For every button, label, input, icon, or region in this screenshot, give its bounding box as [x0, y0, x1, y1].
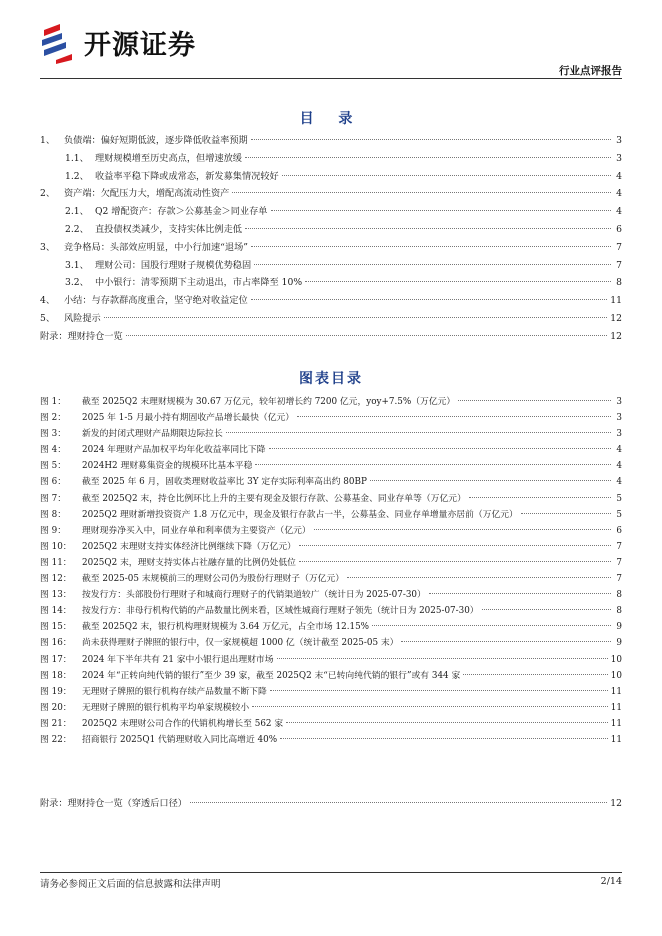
figure-entry-page: 11 — [610, 702, 622, 713]
figure-entry-text: 截至 2025 年 6 月，固收类理财收益率比 3Y 定存实际利率高出约 80BP — [82, 477, 367, 488]
toc-entry[interactable] — [40, 257, 622, 275]
toc-entry-page: 7 — [616, 259, 622, 271]
figure-entry-number: 图 19： — [40, 686, 72, 697]
leader-dots — [297, 416, 611, 417]
figure-entry-label — [40, 652, 274, 668]
toc-entry-number: 3.2、 — [65, 277, 89, 289]
figure-entry-number: 图 12： — [40, 574, 72, 585]
figure-entry-text: 2025Q2 末，理财支持实体占社融存量的比例仍处低位 — [82, 557, 296, 568]
toc-entry-text: 附录：理财持仓一览 — [40, 330, 123, 342]
toc-entry-text: 资产端：欠配压力大，增配高流动性资产 — [64, 188, 230, 200]
figure-entry[interactable] — [40, 426, 622, 442]
figure-entry-text: 2024 年下半年共有 21 家中小银行退出理财市场 — [82, 654, 274, 665]
leader-dots — [251, 139, 611, 140]
figures-title: 图表目录 — [299, 371, 363, 387]
leader-dots — [251, 246, 611, 247]
toc-entry-text: 理财公司：国股行理财子规模优势稳固 — [95, 259, 252, 271]
figure-entry-number: 图 7： — [40, 493, 66, 504]
figure-entry-page: 11 — [610, 718, 622, 729]
appendix-label: 附录：理财持仓一览（穿透后口径） — [40, 798, 187, 809]
figure-entry-page: 7 — [616, 557, 622, 568]
figure-entry-label — [40, 507, 518, 523]
toc-entry[interactable] — [40, 274, 622, 292]
figure-entry-page: 11 — [610, 734, 622, 745]
figure-entry-page: 5 — [616, 509, 622, 520]
figure-entry[interactable] — [40, 635, 622, 651]
toc-entry-page: 12 — [610, 312, 622, 324]
leader-dots — [271, 210, 612, 211]
toc-entry-page: 4 — [616, 206, 622, 218]
toc-entry-label — [40, 310, 101, 328]
figure-entry[interactable] — [40, 491, 622, 507]
figure-entry-text: 招商银行 2025Q1 代销理财收入同比高增近 40% — [82, 734, 278, 745]
toc-entry-page: 4 — [616, 170, 622, 182]
appendix-page: 12 — [610, 798, 622, 809]
figure-entry-label — [40, 619, 369, 635]
figure-entry-text: 2025 年 1-5 月最小持有期固收产品增长最快（亿元） — [82, 413, 295, 424]
leader-dots — [104, 317, 608, 318]
figure-entry-number: 图 20： — [40, 702, 72, 713]
leader-dots — [521, 513, 611, 514]
leader-dots — [232, 192, 611, 193]
figure-entry-page: 4 — [616, 461, 622, 472]
figure-entry-text: 2025Q2 理财新增投资资产 1.8 万亿元中，现金及银行存款占一半，公募基金、同业存单增量亦居前（万亿元） — [82, 509, 518, 520]
figure-entry-label — [40, 442, 266, 458]
report-type-label: 行业点评报告 — [559, 65, 622, 77]
figure-entry-text: 截至 2025Q2 末理财规模为 30.67 万亿元，较年初增长约 7200 亿元，yoy+7.5%（万亿元） — [82, 397, 456, 407]
figure-entry-number: 图 10： — [40, 541, 72, 552]
toc-entry-number: 1.2、 — [65, 170, 89, 182]
toc-entry[interactable] — [40, 328, 622, 346]
toc-entry-page: 12 — [610, 330, 622, 342]
figure-entry-number: 图 6： — [40, 477, 66, 488]
leader-dots — [190, 802, 607, 803]
figure-entry-page: 10 — [610, 654, 622, 665]
figure-entry-label — [40, 732, 277, 748]
figure-entry-text: 尚未获得理财子牌照的银行中，仅一家规模超 1000 亿（统计截至 2025-05 末） — [82, 638, 399, 649]
toc-entry-label — [40, 328, 123, 346]
figure-entry-label — [40, 587, 426, 603]
toc-list — [40, 132, 622, 346]
toc-entry-text: 理财规模增至历史高点，但增速放缓 — [95, 152, 242, 164]
figure-entry-page: 5 — [616, 493, 622, 504]
figure-entry-label — [40, 555, 296, 571]
figure-entry[interactable] — [40, 716, 622, 732]
toc-entry-page: 4 — [616, 188, 622, 200]
figure-entry-page: 9 — [616, 638, 622, 649]
toc-entry-text: 中小银行：清零预期下主动退出，市占率降至 10% — [95, 277, 303, 289]
figure-entry-number: 图 3： — [40, 429, 66, 440]
toc-entry-label — [65, 221, 242, 239]
toc-entry-label — [40, 292, 248, 310]
figure-entry-page: 4 — [616, 477, 622, 488]
figure-entry-label — [40, 603, 479, 619]
figure-entry-page: 6 — [616, 525, 622, 536]
toc-entry-label — [40, 239, 248, 257]
toc-entry-number: 2、 — [40, 188, 56, 200]
leader-dots — [372, 625, 611, 626]
figure-entry-label — [40, 700, 249, 716]
figure-entry[interactable] — [40, 474, 622, 490]
leader-dots — [251, 299, 608, 300]
figure-entry[interactable] — [40, 523, 622, 539]
toc-entry[interactable] — [40, 292, 622, 310]
figure-entry-number: 图 21： — [40, 718, 72, 729]
appendix-entry[interactable] — [40, 795, 622, 813]
toc-title: 目 录 — [299, 111, 363, 127]
figure-entry-label — [40, 394, 455, 410]
figure-entry-page: 3 — [616, 413, 622, 424]
figure-entry-text: 截至 2025-05 末规模前三的理财公司仍为股份行理财子（万亿元） — [82, 574, 345, 585]
figure-entry-number: 图 13： — [40, 590, 72, 601]
toc-entry[interactable] — [40, 221, 622, 239]
toc-entry[interactable] — [40, 203, 622, 221]
toc-entry-text: 竞争格局：头部效应明显，中小行加速“退场” — [64, 241, 248, 253]
toc-entry-number: 1.1、 — [65, 152, 89, 164]
leader-dots — [252, 706, 608, 707]
leader-dots — [282, 175, 611, 176]
figure-entry-label — [40, 716, 283, 732]
toc-entry-label — [40, 132, 248, 150]
figure-entry-text: 2024 年“正转向纯代销的银行”至少 39 家，截至 2025Q2 末“已转向纯代销的银行”或有 344 家 — [82, 670, 461, 681]
toc-entry-label — [65, 274, 302, 292]
toc-entry[interactable] — [40, 168, 622, 186]
leader-dots — [370, 480, 611, 481]
figure-entry-page: 4 — [616, 445, 622, 456]
figure-entry-number: 图 11： — [40, 557, 72, 568]
figure-entry[interactable] — [40, 619, 622, 635]
toc-entry-page: 3 — [616, 135, 622, 146]
figure-entry[interactable] — [40, 571, 622, 587]
logo-mark-icon — [40, 20, 76, 64]
toc-entry-number: 5、 — [40, 312, 56, 324]
figure-entry-text: 无理财子牌照的银行机构存续产品数量不断下降 — [82, 686, 267, 697]
figure-entry-number: 图 18： — [40, 670, 72, 681]
figure-entry-label — [40, 426, 223, 442]
figure-entry-label — [40, 539, 296, 555]
figure-entry-label — [40, 571, 344, 587]
toc-entry-label — [40, 185, 229, 203]
figure-entry-label — [40, 491, 466, 507]
toc-entry-page: 11 — [610, 295, 622, 307]
figure-entry-text: 2025Q2 末理财公司合作的代销机构增长至 562 家 — [82, 718, 284, 729]
footer-disclaimer: 请务必参阅正文后面的信息披露和法律声明 — [40, 879, 221, 890]
toc-entry-page: 7 — [616, 241, 622, 253]
figure-entry-text: 无理财子牌照的银行机构平均单家规模较小 — [82, 702, 250, 713]
figure-entry-text: 2025Q2 末理财支持实体经济比例继续下降（万亿元） — [82, 541, 296, 552]
figure-entry[interactable] — [40, 394, 622, 410]
figure-entry-text: 新发的封闭式理财产品期限边际拉长 — [82, 429, 223, 440]
figure-entry-page: 7 — [616, 541, 622, 552]
toc-entry[interactable] — [40, 310, 622, 328]
toc-entry-text: 直投债权类减少，支持实体比例走低 — [95, 223, 242, 235]
logo-text: 开源证券 — [84, 29, 196, 61]
figure-entry[interactable] — [40, 458, 622, 474]
figure-entry-label — [40, 458, 252, 474]
figure-entry[interactable] — [40, 700, 622, 716]
leader-dots — [269, 448, 611, 449]
toc-entry-text: 小结：与存款群高度重合，坚守绝对收益定位 — [64, 295, 248, 307]
footer-divider — [40, 872, 622, 873]
leader-dots — [347, 577, 611, 578]
toc-entry-label — [65, 203, 268, 221]
figure-entry-page: 8 — [616, 606, 622, 617]
toc-entry-text: 收益率平稳下降或成常态，新发募集情况较好 — [95, 170, 279, 182]
leader-dots — [270, 690, 608, 691]
figure-entry-number: 图 15： — [40, 622, 72, 633]
figure-entry-text: 截至 2025Q2 末，持仓比例环比上升的主要有现金及银行存款、公募基金、同业存单等（万亿元） — [82, 493, 466, 504]
toc-entry-label — [65, 150, 242, 168]
figure-entry-page: 7 — [616, 574, 622, 585]
toc-entry[interactable] — [40, 239, 622, 257]
figure-entry-label — [40, 523, 311, 539]
toc-entry-label — [65, 257, 251, 275]
figure-entry[interactable] — [40, 410, 622, 426]
figure-entry-label — [40, 668, 460, 684]
toc-entry-number: 1、 — [40, 135, 56, 146]
figure-entry-text: 2024H2 理财募集资金的规模环比基本平稳 — [82, 461, 253, 472]
figure-entry[interactable] — [40, 555, 622, 571]
footer-page-number: 2/14 — [600, 876, 622, 887]
figure-entry-page: 8 — [616, 590, 622, 601]
figure-entry[interactable] — [40, 603, 622, 619]
leader-dots — [299, 545, 611, 546]
figure-list — [40, 394, 622, 748]
toc-entry[interactable] — [40, 150, 622, 168]
figure-entry-number: 图 22： — [40, 734, 72, 745]
toc-entry-page: 3 — [616, 152, 622, 164]
toc-entry-text: 风险提示 — [64, 312, 101, 324]
leader-dots — [254, 264, 611, 265]
figure-entry[interactable] — [40, 668, 622, 684]
toc-entry-page: 8 — [616, 277, 622, 289]
leader-dots — [314, 529, 611, 530]
toc-entry-number: 2.1、 — [65, 206, 89, 218]
toc-entry[interactable] — [40, 132, 622, 150]
toc-entry-number: 4、 — [40, 295, 56, 307]
toc-entry-page: 6 — [616, 223, 622, 235]
company-logo — [40, 20, 196, 64]
leader-dots — [429, 593, 611, 594]
figure-entry[interactable] — [40, 507, 622, 523]
leader-dots — [463, 674, 608, 675]
toc-entry-label — [65, 168, 279, 186]
figure-entry-text: 按发行方：头部股份行理财子和城商行理财子的代销渠道较广（统计日为 2025-07-30） — [82, 590, 426, 601]
leader-dots — [482, 609, 611, 610]
leader-dots — [299, 561, 611, 562]
leader-dots — [245, 157, 611, 158]
figure-entry[interactable] — [40, 587, 622, 603]
figure-entry-text: 理财现券净买入中，同业存单和利率债为主要资产（亿元） — [82, 525, 311, 536]
figure-entry-label — [40, 635, 398, 651]
leader-dots — [286, 722, 608, 723]
figure-entry-number: 图 8： — [40, 509, 66, 520]
figure-entry-text: 按发行方：非母行机构代销的产品数量比例来看，区域性城商行理财子领先（统计日为 2025-07-30） — [82, 606, 479, 617]
figure-entry-page: 10 — [610, 670, 622, 681]
leader-dots — [126, 335, 608, 336]
toc-entry-text: Q2 增配资产：存款＞公募基金＞同业存单 — [95, 206, 268, 218]
figure-entry-label — [40, 474, 367, 490]
figure-entry-label — [40, 410, 294, 426]
leader-dots — [255, 464, 611, 465]
header-divider — [40, 78, 622, 79]
figure-entry-page: 3 — [616, 429, 622, 440]
toc-entry[interactable] — [40, 185, 622, 203]
toc-entry-number: 3、 — [40, 241, 56, 253]
figure-entry[interactable] — [40, 652, 622, 668]
toc-entry-number: 2.2、 — [65, 223, 89, 235]
figure-entry-number: 图 2： — [40, 413, 66, 424]
figure-entry[interactable] — [40, 684, 622, 700]
leader-dots — [245, 228, 611, 229]
figure-entry[interactable] — [40, 539, 622, 555]
leader-dots — [305, 281, 611, 282]
leader-dots — [401, 641, 611, 642]
figure-entry-number: 图 14： — [40, 606, 72, 617]
figure-entry-number: 图 9： — [40, 525, 66, 536]
figure-entry-number: 图 4： — [40, 445, 66, 456]
toc-entry-text: 负债端：偏好短期低波，逐步降低收益率预期 — [64, 135, 248, 146]
figure-entry-text: 截至 2025Q2 末，银行机构理财规模为 3.64 万亿元，占全市场 12.15% — [82, 622, 370, 633]
figure-entry[interactable] — [40, 442, 622, 458]
figure-entry-page: 3 — [616, 397, 622, 407]
leader-dots — [469, 497, 611, 498]
leader-dots — [280, 738, 608, 739]
figure-entry-text: 2024 年理财产品加权平均年化收益率同比下降 — [82, 445, 266, 456]
figure-entry[interactable] — [40, 732, 622, 748]
figure-entry-number: 图 5： — [40, 461, 66, 472]
leader-dots — [277, 658, 608, 659]
figure-entry-number: 图 1： — [40, 397, 66, 407]
figure-entry-page: 11 — [610, 686, 622, 697]
leader-dots — [226, 432, 611, 433]
leader-dots — [458, 400, 611, 401]
figure-entry-number: 图 16： — [40, 638, 72, 649]
figure-entry-label — [40, 684, 267, 700]
figure-entry-number: 图 17： — [40, 654, 72, 665]
figure-entry-page: 9 — [616, 622, 622, 633]
toc-entry-number: 3.1、 — [65, 259, 89, 271]
